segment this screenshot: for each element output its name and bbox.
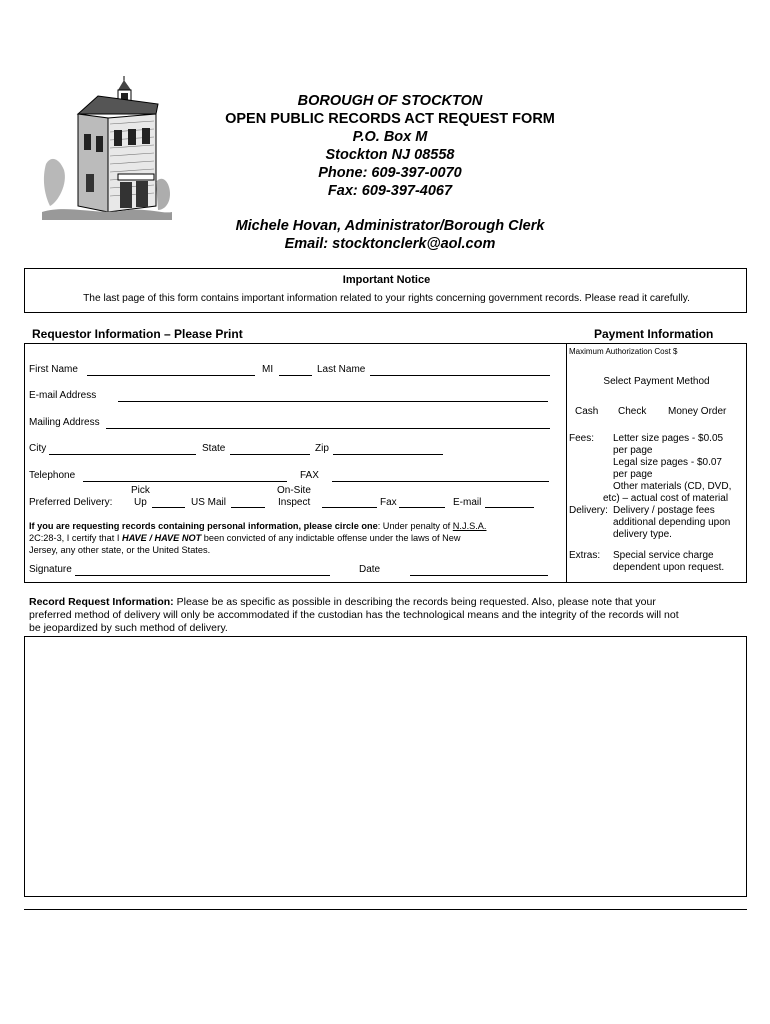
- money-order-option[interactable]: Money Order: [668, 406, 727, 417]
- certification-line1: [29, 521, 486, 531]
- delivery-list: [613, 505, 730, 541]
- record-request-line1: [29, 596, 749, 609]
- njsa-ref: N.J.S.A.: [452, 521, 487, 531]
- us-mail-field[interactable]: [231, 507, 265, 508]
- fax-option-label: Fax: [380, 497, 397, 508]
- fax-label: FAX: [300, 470, 319, 481]
- record-request-text1: Please be as specific as possible in describing the records being requested. Also, please note that your: [173, 596, 656, 608]
- inspect-field[interactable]: [322, 507, 377, 508]
- state-field[interactable]: [230, 454, 310, 455]
- fee-line: etc) – actual cost of material: [603, 493, 729, 504]
- on-site-label: On-Site: [277, 485, 311, 496]
- max-auth-label: Maximum Authorization Cost $: [569, 347, 678, 356]
- fees-list: [603, 433, 732, 505]
- telephone-field[interactable]: [83, 481, 287, 482]
- inspect-label: Inspect: [278, 497, 311, 508]
- mailing-field[interactable]: [106, 428, 550, 429]
- header-block: [180, 92, 600, 253]
- pickup-field[interactable]: [152, 507, 185, 508]
- fax-option-field[interactable]: [399, 507, 445, 508]
- fee-line: Legal size pages - $0.07: [613, 457, 722, 468]
- mi-field[interactable]: [279, 375, 312, 376]
- record-request-text: [29, 596, 749, 635]
- extras-line: dependent upon request.: [613, 562, 725, 573]
- city-label: City: [29, 443, 47, 454]
- have-have-not-choice[interactable]: HAVE / HAVE NOT: [121, 533, 202, 543]
- telephone-label: Telephone: [29, 470, 76, 481]
- mi-label: MI: [262, 364, 274, 375]
- fees-label: Fees:: [569, 433, 595, 444]
- zip-field[interactable]: [333, 454, 443, 455]
- signature-label: Signature: [29, 564, 72, 575]
- payment-heading: Payment Information: [594, 327, 714, 341]
- record-request-textarea[interactable]: [24, 636, 747, 897]
- select-payment-label: Select Payment Method: [603, 376, 710, 387]
- certification-b: 2C:28-3, I certify that I: [29, 533, 122, 543]
- record-request-line2: preferred method of delivery will only be accommodated if the custodian has the technological means and the integrity of the records will not: [29, 609, 679, 621]
- certification-bold: If you are requesting records containing personal information, please circle one: [29, 521, 378, 531]
- important-notice-box: [24, 268, 747, 313]
- email-field[interactable]: [118, 401, 548, 402]
- date-label: Date: [359, 564, 381, 575]
- email-label: E-mail Address: [29, 390, 97, 401]
- delivery-label: Delivery:: [569, 505, 608, 516]
- header-city: Stockton NJ 08558: [325, 147, 455, 163]
- mailing-label: Mailing Address: [29, 417, 100, 428]
- date-field[interactable]: [410, 575, 548, 576]
- email-option-label: E-mail: [453, 497, 482, 508]
- header-clerk: Michele Hovan, Administrator/Borough Clerk: [235, 218, 545, 234]
- fee-line: per page: [613, 469, 653, 480]
- zip-label: Zip: [315, 443, 329, 454]
- header-fax: Fax: 609-397-4067: [327, 183, 453, 199]
- extras-list: [613, 550, 724, 574]
- header-form-title: OPEN PUBLIC RECORDS ACT REQUEST FORM: [225, 111, 555, 127]
- first-name-field[interactable]: [87, 375, 255, 376]
- first-name-label: First Name: [29, 364, 78, 375]
- fax-field[interactable]: [332, 481, 549, 482]
- email-option-field[interactable]: [485, 507, 534, 508]
- certification-line3: Jersey, any other state, or the United States.: [29, 545, 211, 555]
- city-field[interactable]: [49, 454, 196, 455]
- notice-title: Important Notice: [342, 274, 431, 286]
- fee-line: Other materials (CD, DVD,: [613, 481, 732, 492]
- fee-line: per page: [613, 445, 653, 456]
- header-borough: BOROUGH OF STOCKTON: [297, 93, 483, 109]
- certification-line2: [29, 533, 461, 543]
- header-phone: Phone: 609-397-0070: [318, 165, 462, 181]
- certification-c: been convicted of any indictable offense under the laws of New: [201, 533, 461, 543]
- borough-hall-illustration: [38, 74, 174, 224]
- signature-field[interactable]: [75, 575, 330, 576]
- header-email: Email: stocktonclerk@aol.com: [284, 236, 496, 252]
- fee-line: Letter size pages - $0.05: [613, 433, 724, 444]
- last-name-label: Last Name: [317, 364, 366, 375]
- header-po-box: P.O. Box M: [352, 129, 428, 145]
- pick-label: Pick: [131, 485, 150, 496]
- bottom-divider: [24, 909, 747, 910]
- delivery-line: Delivery / postage fees: [613, 505, 715, 516]
- delivery-line: delivery type.: [613, 529, 672, 540]
- state-label: State: [202, 443, 226, 454]
- us-mail-label: US Mail: [191, 497, 227, 508]
- extras-label: Extras:: [569, 550, 601, 561]
- preferred-delivery-label: Preferred Delivery:: [29, 497, 113, 508]
- up-label: Up: [134, 497, 147, 508]
- record-request-label: Record Request Information:: [29, 596, 174, 608]
- certification-a: : Under penalty of: [377, 521, 453, 531]
- record-request-line3: be jeopardized by such method of delivery.: [29, 622, 228, 634]
- delivery-line: additional depending upon: [613, 517, 731, 528]
- check-option[interactable]: Check: [618, 406, 647, 417]
- notice-text: The last page of this form contains important information related to your rights concerning government records. Please read it carefully.: [83, 293, 690, 304]
- extras-line: Special service charge: [613, 550, 714, 561]
- last-name-field[interactable]: [370, 375, 550, 376]
- cash-option[interactable]: Cash: [575, 406, 599, 417]
- requestor-heading: Requestor Information – Please Print: [32, 327, 243, 341]
